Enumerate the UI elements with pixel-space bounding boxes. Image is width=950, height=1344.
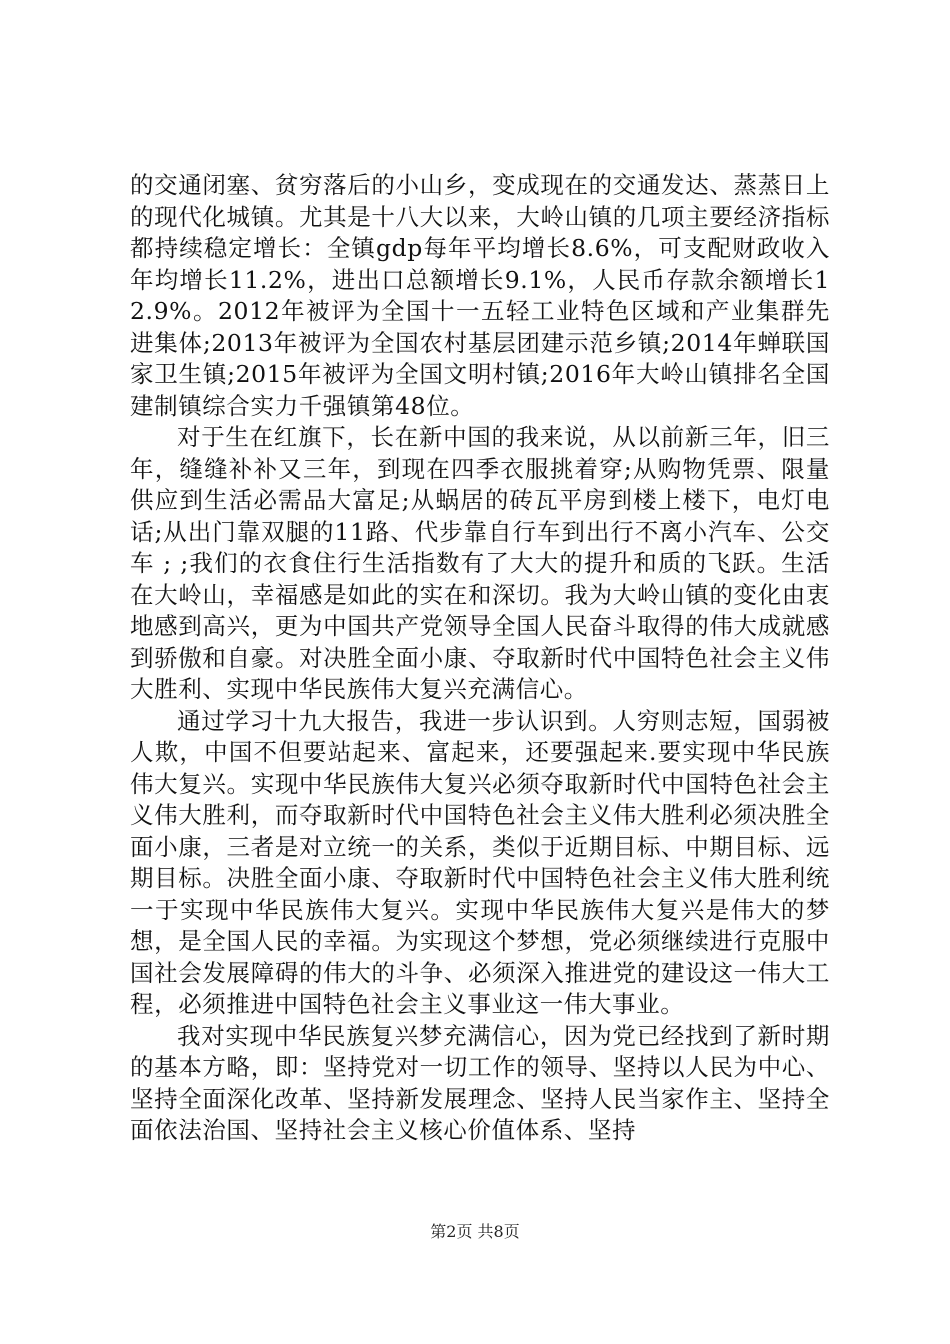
paragraph-confidence: 我对实现中华民族复兴梦充满信心，因为党已经找到了新时期的基本方略，即：坚持党对一切工作的领导、坚持以人民为中心、坚持全面深化改革、坚持新发展理念、坚持人民当家作主、坚持全面依法治国、坚持社会主义核心价值体系、坚持 bbox=[130, 1021, 830, 1144]
paragraph-continuation: 的交通闭塞、贫穷落后的小山乡，变成现在的交通发达、蒸蒸日上的现代化城镇。尤其是十八大以来，大岭山镇的几项主要经济指标都持续稳定增长：全镇gdp每年平均增长8.6%，可支配财政收入年均增长11.2%，进出口总额增长9.1%，人民币存款余额增长12.9%。2012年被评为全国十一五轻工业特色区域和产业集群先进集体;2013年被评为全国农村基层团建示范乡镇;2014年蝉联国家卫生镇;2015年被评为全国文明村镇;2016年大岭山镇排名全国建制镇综合实力千强镇第48位。 bbox=[130, 171, 830, 420]
paragraph-report-study: 通过学习十九大报告，我进一步认识到。人穷则志短，国弱被人欺，中国不但要站起来、富起来，还要强起来.要实现中华民族伟大复兴。实现中华民族伟大复兴必须夺取新时代中国特色社会主义伟大胜利，而夺取新时代中国特色社会主义伟大胜利必须决胜全面小康，三者是对立统一的关系，类似于近期目标、中期目标、远期目标。决胜全面小康、夺取新时代中国特色社会主义伟大胜利统一于实现中华民族伟大复兴。实现中华民族伟大复兴是伟大的梦想，是全国人民的幸福。为实现这个梦想，党必须继续进行克服中国社会发展障碍的伟大的斗争、必须深入推进党的建设这一伟大工程，必须推进中国特色社会主义事业这一伟大事业。 bbox=[130, 706, 830, 1018]
document-body bbox=[130, 170, 830, 1147]
paragraph-life-changes: 对于生在红旗下，长在新中国的我来说，从以前新三年，旧三年，缝缝补补又三年，到现在四季衣服挑着穿;从购物凭票、限量供应到生活必需品大富足;从蜗居的砖瓦平房到楼上楼下，电灯电话;从出门靠双腿的11路、代步靠自行车到出行不离小汽车、公交车 ; ;我们的衣食住行生活指数有了大大的提升和质的飞跃。生活在大岭山，幸福感是如此的实在和深切。我为大岭山镇的变化由衷地感到高兴，更为中国共产党领导全国人民奋斗取得的伟大成就感到骄傲和自豪。对决胜全面小康、夺取新时代中国特色社会主义伟大胜利、实现中华民族伟大复兴充满信心。 bbox=[130, 423, 830, 703]
page-footer: 第2页 共8页 bbox=[430, 1222, 520, 1241]
